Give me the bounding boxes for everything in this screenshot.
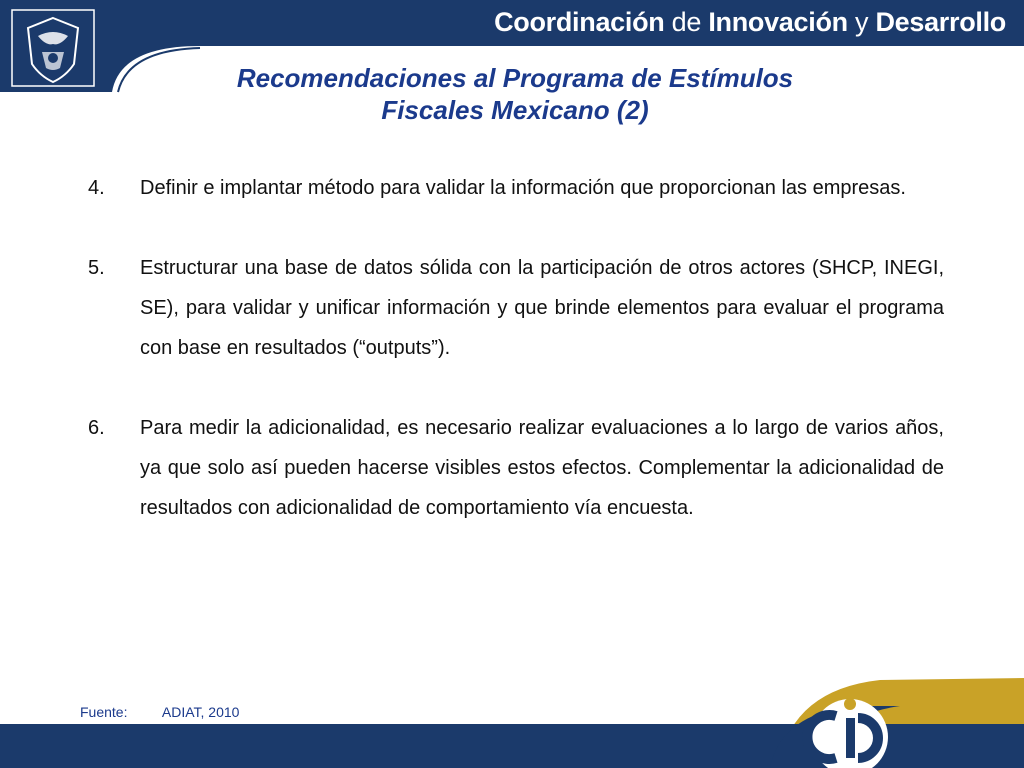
list-item (88, 248, 944, 368)
list-item (88, 168, 944, 208)
source-value: ADIAT, 2010 (161, 704, 240, 720)
slide-title-line2: Fiscales Mexicano (2) (381, 95, 649, 125)
slide-title-line1: Recomendaciones al Programa de Estímulos (236, 63, 794, 93)
organization-title: Coordinación de Innovación y Desarrollo (494, 7, 1006, 37)
item-text: Definir e implantar método para validar la información que proporcionan las empresas. (140, 177, 906, 199)
item-number: 6. (88, 417, 105, 439)
item-number: 5. (88, 257, 105, 279)
slide-title (150, 62, 880, 126)
item-text: Para medir la adicionalidad, es necesario realizar evaluaciones a lo largo de varios años, ya que solo así pueden hacerse visibles estos efectos. Complementar la adicionalidad de resultados con adicionalidad de comportamiento vía encuesta. (140, 417, 944, 519)
source-label: Fuente: (80, 704, 128, 720)
recommendation-list (88, 168, 944, 568)
unam-shield-icon (8, 6, 98, 90)
item-text: Estructurar una base de datos sólida con la participación de otros actores (SHCP, INEGI, SE), para validar y unificar información y que brinde elementos para evaluar el programa con base en resultados (“outputs”). (140, 257, 944, 359)
footer-background (0, 676, 1024, 768)
item-number: 4. (88, 177, 105, 199)
list-item (88, 408, 944, 528)
